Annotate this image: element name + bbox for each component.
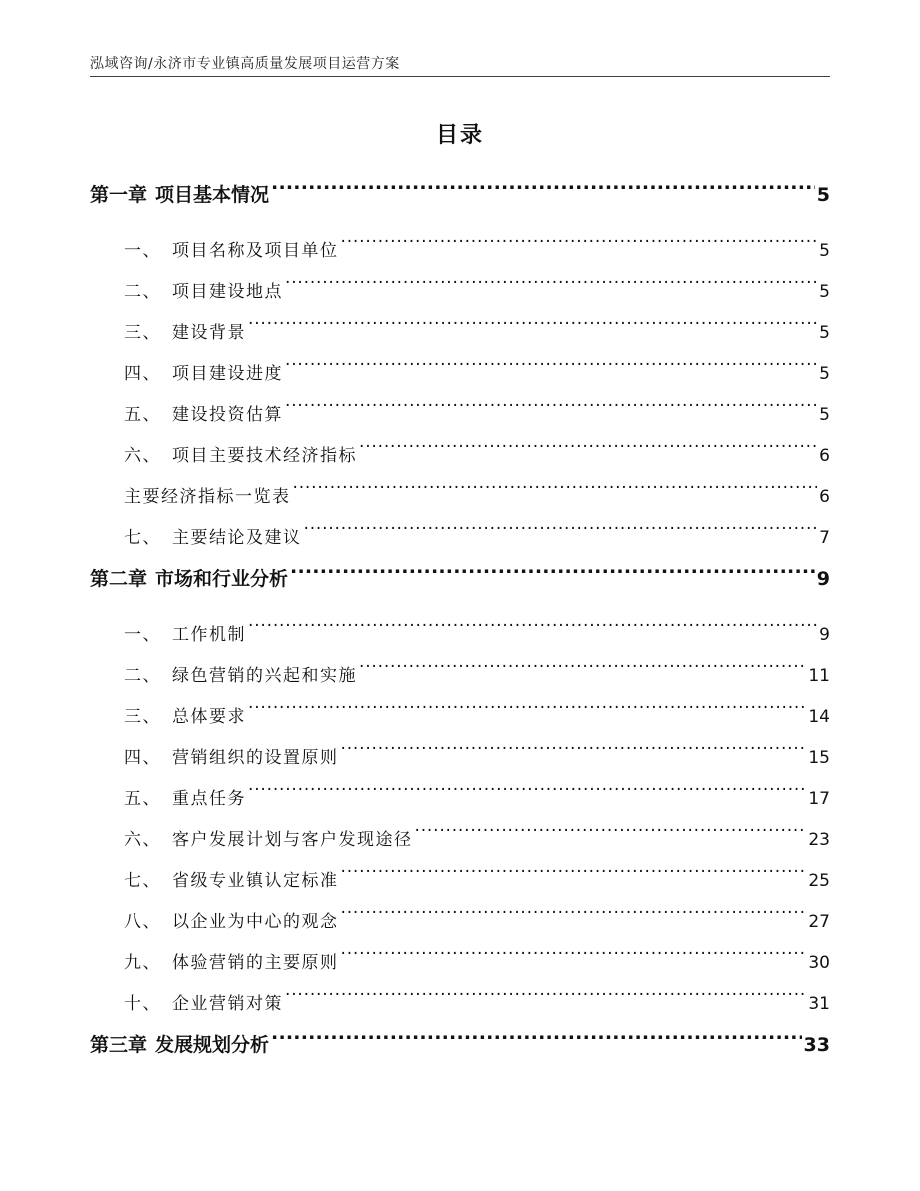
- dot-leader: [290, 566, 815, 585]
- toc-chapter-3[interactable]: [90, 1025, 830, 1065]
- toc-list: [90, 175, 830, 1065]
- toc-section-table[interactable]: [90, 477, 830, 518]
- toc-entry-number: 五、: [124, 405, 161, 425]
- toc-chapter-1[interactable]: [90, 175, 830, 215]
- toc-section[interactable]: [90, 902, 830, 943]
- toc-entry-page: 25: [808, 871, 830, 891]
- toc-section[interactable]: [90, 615, 830, 656]
- dot-leader: [248, 705, 806, 722]
- toc-entry-number: 五、: [124, 789, 161, 809]
- toc-section[interactable]: [90, 313, 830, 354]
- toc-section[interactable]: [90, 984, 830, 1025]
- dot-leader: [271, 1032, 802, 1051]
- toc-entry-page: 15: [808, 748, 830, 768]
- toc-entry-number: 二、: [124, 666, 161, 686]
- toc-entry-number: 九、: [124, 953, 161, 973]
- toc-section[interactable]: [90, 779, 830, 820]
- toc-entry-page: 9: [819, 625, 830, 645]
- toc-entry-label: 工作机制: [172, 625, 246, 645]
- toc-entry-label: 项目基本情况: [155, 184, 270, 206]
- toc-section[interactable]: [90, 354, 830, 395]
- toc-entry-number: 第三章: [90, 1034, 148, 1056]
- toc-entry-number: 四、: [124, 748, 161, 768]
- toc-entry-page: 27: [808, 912, 830, 932]
- toc-entry-page: 6: [819, 446, 830, 466]
- dot-leader: [248, 787, 806, 804]
- toc-entry-number: 一、: [124, 241, 161, 261]
- toc-entry-label: 体验营销的主要原则: [172, 953, 339, 973]
- toc-entry-label: 主要经济指标一览表: [124, 487, 291, 507]
- toc-entry-page: 33: [803, 1034, 830, 1056]
- dot-leader: [341, 239, 818, 256]
- toc-section[interactable]: [90, 861, 830, 902]
- toc-section[interactable]: [90, 436, 830, 477]
- toc-entry-page: 5: [816, 184, 830, 206]
- dot-leader: [248, 321, 817, 338]
- dot-leader: [341, 910, 807, 927]
- toc-entry-label: 项目建设地点: [172, 282, 283, 302]
- toc-entry-number: 六、: [124, 446, 161, 466]
- toc-entry-page: 9: [816, 568, 830, 590]
- toc-entry-number: 八、: [124, 912, 161, 932]
- toc-entry-page: 5: [819, 405, 830, 425]
- toc-entry-label: 市场和行业分析: [155, 568, 289, 590]
- toc-section[interactable]: [90, 738, 830, 779]
- dot-leader: [285, 280, 817, 297]
- dot-leader: [304, 526, 818, 543]
- toc-entry-page: 7: [819, 528, 830, 548]
- toc-entry-label: 总体要求: [172, 707, 246, 727]
- toc-entry-page: 14: [808, 707, 830, 727]
- toc-entry-page: 23: [808, 830, 830, 850]
- toc-entry-label: 项目主要技术经济指标: [172, 446, 357, 466]
- toc-section[interactable]: [90, 272, 830, 313]
- toc-entry-number: 三、: [124, 323, 161, 343]
- toc-title: 目录: [435, 123, 484, 148]
- toc-entry-page: 5: [819, 364, 830, 384]
- dot-leader: [271, 182, 815, 201]
- toc-entry-page: 17: [808, 789, 830, 809]
- toc-entry-page: 30: [808, 953, 830, 973]
- toc-entry-number: 第二章: [90, 568, 148, 590]
- toc-section[interactable]: [90, 518, 830, 559]
- dot-leader: [285, 362, 817, 379]
- toc-entry-number: 三、: [124, 707, 161, 727]
- toc-entry-page: 6: [819, 487, 830, 507]
- toc-entry-page: 5: [819, 241, 830, 261]
- dot-leader: [415, 828, 807, 845]
- toc-entry-number: 七、: [124, 528, 161, 548]
- toc-section[interactable]: [90, 656, 830, 697]
- dot-leader: [341, 951, 807, 968]
- toc-entry-page: 5: [819, 282, 830, 302]
- dot-leader: [285, 403, 817, 420]
- toc-entry-label: 企业营销对策: [172, 994, 283, 1014]
- toc-entry-number: 七、: [124, 871, 161, 891]
- dot-leader: [341, 746, 807, 763]
- toc-entry-label: 项目名称及项目单位: [172, 241, 339, 261]
- toc-entry-label: 客户发展计划与客户发现途径: [172, 830, 413, 850]
- toc-section[interactable]: [90, 820, 830, 861]
- toc-entry-label: 发展规划分析: [155, 1034, 270, 1056]
- toc-section[interactable]: [90, 231, 830, 272]
- toc-entry-number: 四、: [124, 364, 161, 384]
- toc-entry-label: 建设投资估算: [172, 405, 283, 425]
- toc-section[interactable]: [90, 395, 830, 436]
- toc-entry-label: 营销组织的设置原则: [172, 748, 339, 768]
- running-header: 泓域咨询/永济市专业镇高质量发展项目运营方案: [90, 56, 400, 72]
- toc-entry-page: 5: [819, 323, 830, 343]
- toc-entry-number: 二、: [124, 282, 161, 302]
- toc-entry-page: 11: [808, 666, 830, 686]
- dot-leader: [285, 992, 806, 1009]
- toc-entry-label: 绿色营销的兴起和实施: [172, 666, 357, 686]
- toc-entry-label: 省级专业镇认定标准: [172, 871, 339, 891]
- toc-entry-label: 项目建设进度: [172, 364, 283, 384]
- dot-leader: [341, 869, 807, 886]
- toc-entry-label: 以企业为中心的观念: [172, 912, 339, 932]
- toc-entry-number: 一、: [124, 625, 161, 645]
- dot-leader: [248, 623, 817, 640]
- toc-chapter-2[interactable]: [90, 559, 830, 599]
- dot-leader: [359, 444, 817, 461]
- toc-entry-label: 主要结论及建议: [172, 528, 302, 548]
- toc-entry-label: 重点任务: [172, 789, 246, 809]
- header-divider: [90, 76, 830, 77]
- toc-entry-number: 六、: [124, 830, 161, 850]
- toc-entry-page: 31: [808, 994, 830, 1014]
- toc-section[interactable]: [90, 697, 830, 738]
- toc-section[interactable]: [90, 943, 830, 984]
- dot-leader: [293, 485, 818, 502]
- dot-leader: [359, 664, 806, 681]
- toc-entry-number: 十、: [124, 994, 161, 1014]
- toc-entry-label: 建设背景: [172, 323, 246, 343]
- toc-entry-number: 第一章: [90, 184, 148, 206]
